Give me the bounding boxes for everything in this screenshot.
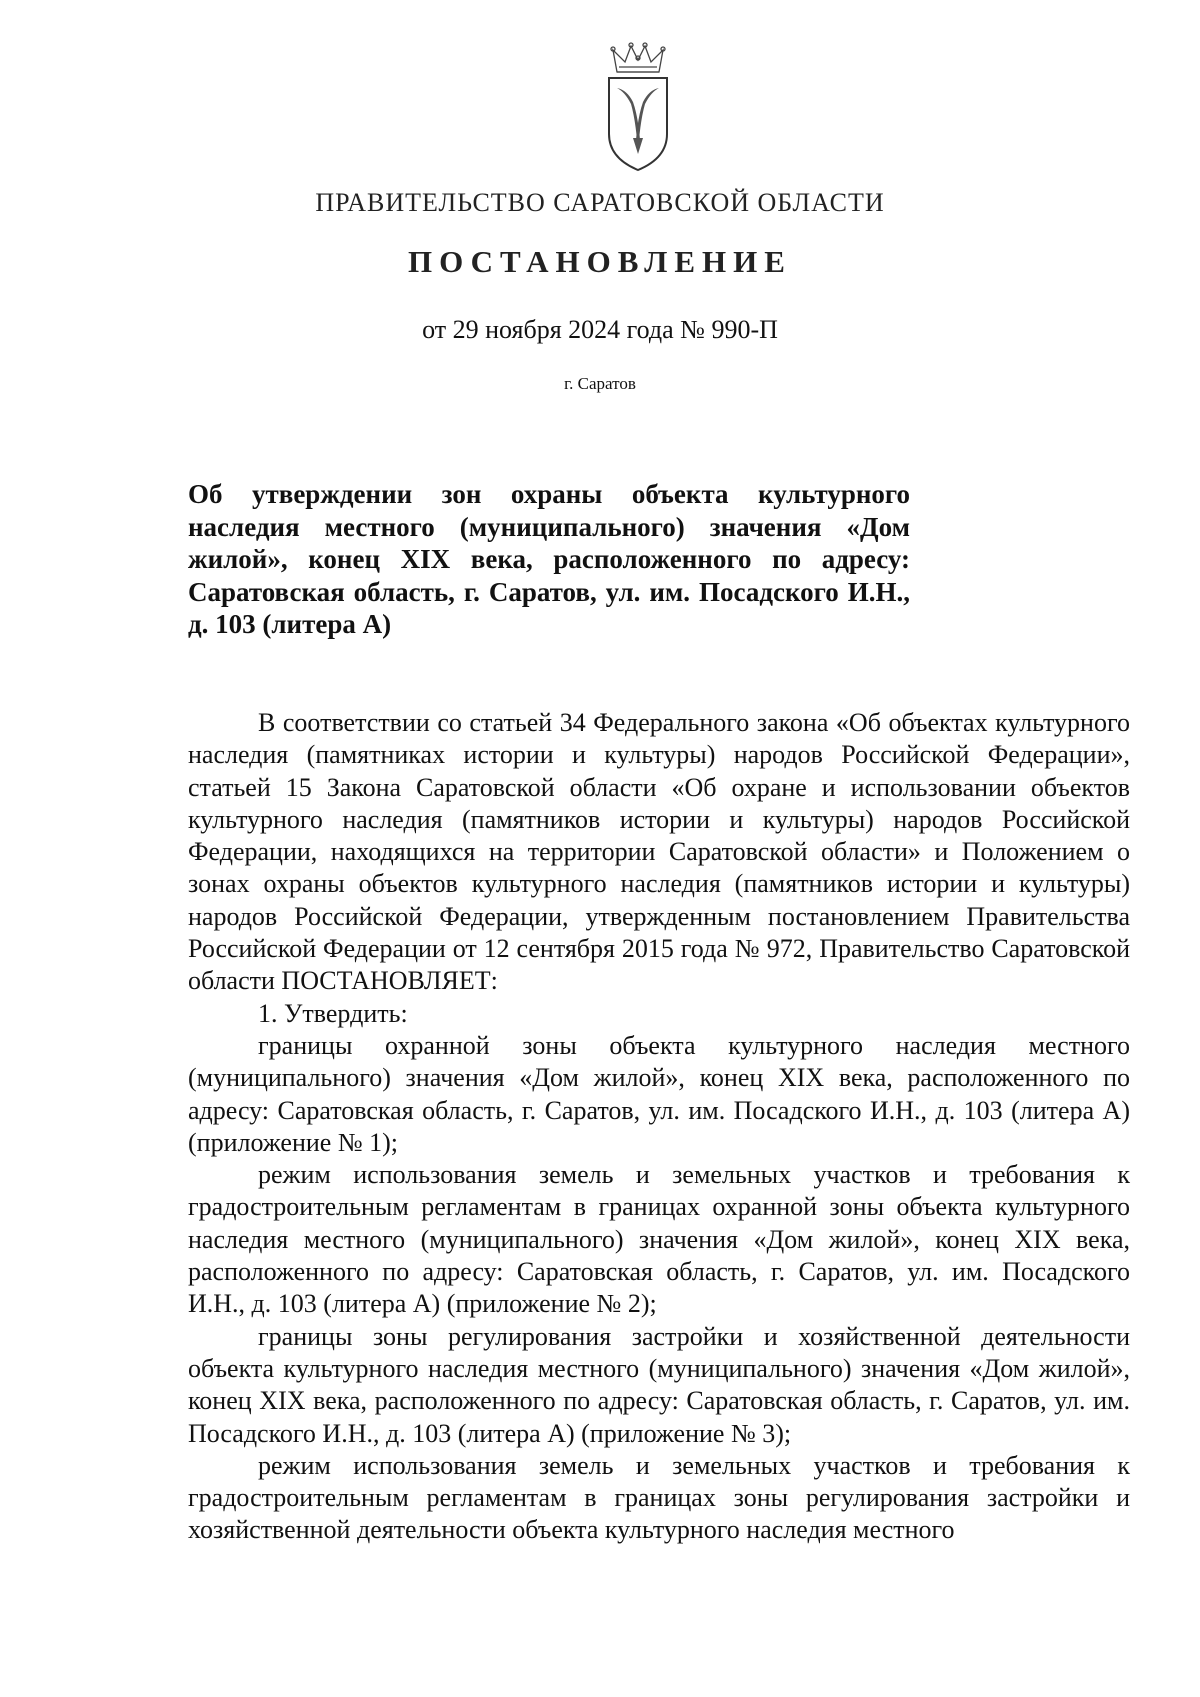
- preamble-paragraph: В соответствии со статьей 34 Федерального закона «Об объектах культурного наследия (памятниках истории и культуры) народов Российской Федерации», статьей 15 Закона Саратовской области «Об охране и использовании объектов культурного наследия (памятников истории и культуры) народов Российской Федерации, находящихся на территории Саратовской области» и Положением о зонах охраны объектов культурного наследия (памятников истории и культуры) народов Российской Федерации, утвержденным постановлением Правительства Российской Федерации от 12 сентября 2015 года № 972, Правительство Саратовской области ПОСТАНОВЛЯЕТ:: [188, 708, 1130, 996]
- clause-paragraph: режим использования земель и земельных участков и требования к градостроительным регламентам в границах зоны регулирования застройки и хозяйственной деятельности объекта культурного наследия местного: [188, 1450, 1130, 1545]
- document-city: г. Саратов: [564, 374, 636, 393]
- clause-1-heading: 1. Утвердить:: [258, 998, 408, 1028]
- clause-paragraph: границы охранной зоны объекта культурного наследия местного (муниципального) значения «Дом жилой», конец XIX века, расположенного по адресу: Саратовская область, г. Саратов, ул. им. Посадского И.Н., д. 103 (литера А) (приложение № 1);: [188, 1030, 1130, 1157]
- document-subject: Об утверждении зон охраны объекта культурного наследия местного (муниципального) значения «Дом жилой», конец XIX века, расположенного по адресу: Саратовская область, г. Саратов, ул. им. Посадского И.Н., д. 103 (литера А): [188, 479, 910, 640]
- government-title: ПРАВИТЕЛЬСТВО САРАТОВСКОЙ ОБЛАСТИ: [315, 188, 885, 217]
- clause-paragraph: режим использования земель и земельных участков и требования к градостроительным регламентам в границах охранной зоны объекта культурного наследия местного (муниципального) значения «Дом жилой», конец XIX века, расположенного по адресу: Саратовская область, г. Саратов, ул. им. Посадского И.Н., д. 103 (литера А) (приложение № 2);: [188, 1160, 1130, 1319]
- document-type: ПОСТАНОВЛЕНИЕ: [408, 244, 792, 279]
- saratov-coat-of-arms-icon: [603, 42, 673, 172]
- clause-paragraph: границы зоны регулирования застройки и хозяйственной деятельности объекта культурного наследия местного (муниципального) значения «Дом жилой», конец XIX века, расположенного по адресу: Саратовская область, г. Саратов, ул. им. Посадского И.Н., д. 103 (литера А) (приложение № 3);: [188, 1321, 1130, 1448]
- document-body: [188, 707, 1130, 1547]
- document-date-number: от 29 ноября 2024 года № 990-П: [422, 315, 778, 344]
